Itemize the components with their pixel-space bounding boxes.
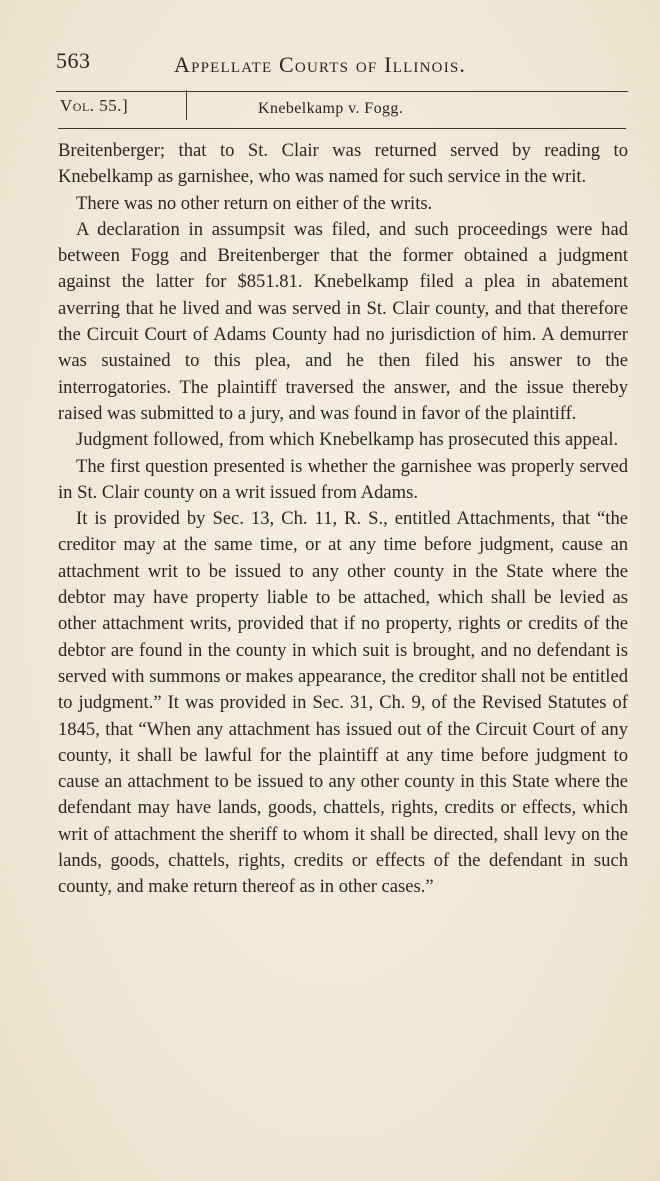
case-name: Knebelkamp v. Fogg. [258, 100, 404, 117]
volume-divider [186, 90, 187, 120]
paragraph: The first question presented is whether the garnishee was properly served in St. Clair county on a writ issued from Adams. [58, 455, 628, 503]
paragraph: A declaration in assumpsit was filed, and such proceedings were had between Fogg and Breitenberger that the former obtained a judgment against the latter for $851.81. Knebelkamp filed a plea in abatement averring that he lived and was served in St. Clair county, and that therefore the Circuit Court of Adams County had no jurisdiction of him. A demurrer was sustained to this plea, and he then filed his answer to the interrogatories. The plaintiff traversed the answer, and the issue thereby raised was submitted to a jury, and was found in favor of the plaintiff. [58, 218, 628, 424]
header-rule-top [56, 91, 628, 92]
body-text [58, 138, 628, 901]
paragraph: Breitenberger; that to St. Clair was returned served by reading to Knebelkamp as garnishee, who was named for such service in the writ. [58, 140, 628, 188]
journal-title: Appellate Courts of Illinois. [174, 52, 467, 77]
paragraph: Judgment followed, from which Knebelkamp has prosecuted this appeal. [76, 429, 619, 451]
header-rule-bottom [58, 128, 626, 129]
page-number: 563 [56, 48, 91, 73]
paragraph: There was no other return on either of the writs. [76, 192, 433, 214]
paragraph: It is provided by Sec. 13, Ch. 11, R. S., entitled Attachments, that “the creditor may at the same time, or at any time before judgment, cause an attachment writ to be issued to any other county in the State where the debtor may have property liable to be attached, which shall be levied as other attachment writs, provided that if no property, rights or credits of the debtor are found in the county in which suit is brought, and no defendant is served with summons or makes appearance, the creditor shall not be entitled to judgment.” It was provided in Sec. 31, Ch. 9, of the Revised Statutes of 1845, that “When any attachment has issued out of the Circuit Court of any county, it shall be lawful for the plaintiff at any time before judgment to cause an attachment to be issued to any other county in this State where the defendant may have lands, goods, chattels, rights, credits or effects, which writ of attachment the sheriff to whom it shall be directed, shall levy on the lands, goods, chattels, rights, credits or effects of the defendant in such county, and make return thereof as in other cases.” [58, 508, 628, 898]
sub-head [58, 94, 628, 124]
running-head [56, 48, 526, 84]
volume-label: Vol. 55.] [60, 96, 129, 115]
